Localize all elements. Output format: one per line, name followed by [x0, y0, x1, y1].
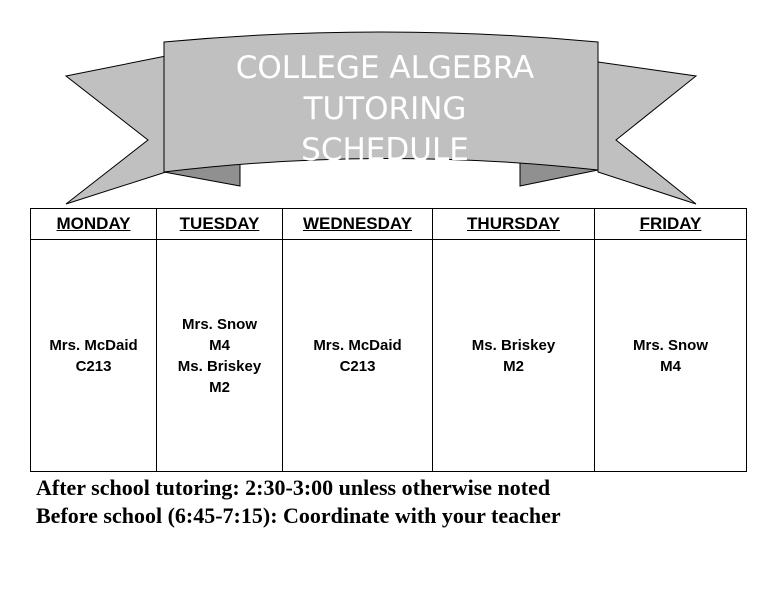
tutoring-notes	[36, 474, 756, 530]
wednesday-cell	[283, 240, 433, 472]
room-number: M4	[209, 336, 230, 354]
tuesday-cell	[157, 240, 283, 472]
banner-left-tail	[66, 56, 166, 204]
table-row	[31, 240, 747, 472]
banner-title-line: COLLEGE ALGEBRA	[235, 50, 535, 86]
thursday-cell	[433, 240, 595, 472]
tutor-name: Mrs. Snow	[632, 336, 708, 354]
banner-title-line: TUTORING	[303, 91, 467, 127]
before-school-note: Before school (6:45-7:15): Coordinate with your teacher	[36, 503, 561, 528]
room-number: M2	[209, 378, 230, 396]
table-header-row	[31, 209, 747, 240]
banner-title	[200, 48, 570, 168]
tutor-name: Mrs. Snow	[181, 315, 257, 333]
day-header-tuesday: TUESDAY	[157, 209, 283, 240]
banner-title-line: SCHEDULE	[301, 132, 469, 168]
tutor-name: Ms. Briskey	[471, 336, 556, 354]
room-number: M4	[660, 357, 681, 375]
after-school-note: After school tutoring: 2:30-3:00 unless otherwise noted	[36, 475, 551, 500]
tutor-name: Mrs. McDaid	[313, 336, 402, 354]
tutoring-schedule-table	[30, 208, 747, 472]
banner-right-tail	[598, 62, 696, 204]
tutor-name: Ms. Briskey	[177, 357, 262, 375]
day-header-friday: FRIDAY	[595, 209, 747, 240]
day-header-wednesday: WEDNESDAY	[283, 209, 433, 240]
friday-cell	[595, 240, 747, 472]
monday-cell	[31, 240, 157, 472]
room-number: C213	[339, 357, 376, 375]
room-number: C213	[75, 357, 112, 375]
day-header-monday: MONDAY	[31, 209, 157, 240]
day-header-thursday: THURSDAY	[433, 209, 595, 240]
tutor-name: Mrs. McDaid	[49, 336, 138, 354]
room-number: M2	[503, 357, 524, 375]
